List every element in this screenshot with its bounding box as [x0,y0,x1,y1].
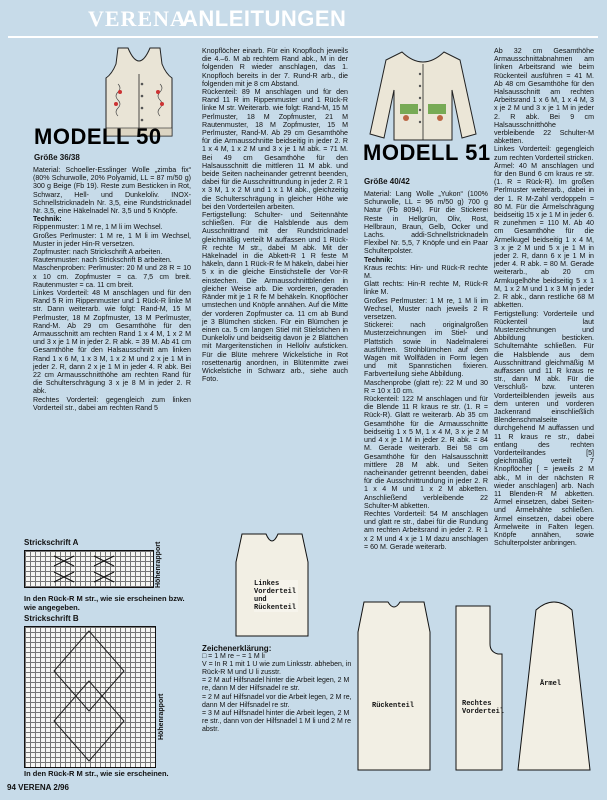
model50-size: Größe 36/38 [34,153,80,162]
legend-item: = 2 M auf Hilfsnadel vor die Arbeit legen, 2 M re, dann M der Hilfsnadel re str. [202,693,352,709]
schematic-sleeve-label: Ärmel [540,680,562,688]
legend-item: V = In R 1 mit 1 U wie zum Linksstr. abheben, in Rück-R M und U li zusstr. [202,661,352,677]
legend-item: = 3 M auf Hilfsnadel hinter die Arbeit legen, 2 M re str., dann von der Hilfsnadel 1 M li und 2 M re abstr. [202,709,352,733]
model51-schematics [340,592,602,782]
chart-b-side-label: Höhenrapport [158,693,165,740]
text-paragraph: Rechtes Vorderteil: 54 M anschlagen und glatt re str., dabei für die Rundung am rechten Arbeitsrand in jeder 2. R 1 x 2 M und 4 x je 1 M dazu anschlagen = 60 M. Gerade weiterarb. [364,509,488,551]
chart-a-cables [24,550,152,586]
text-paragraph: Linkes Vorderteil: gegengleich zum rechten Vorderteil stricken. [494,145,594,162]
schematic-front-label: Rechtes Vorderteil [462,700,505,716]
model50-title: MODELL 50 [34,124,162,149]
text-paragraph: Rautenmuster: nach Strickschrift B arbeiten. [33,256,172,265]
header-rule [8,36,598,38]
page-header [0,0,607,40]
text-paragraph: Glatt rechts: Hin-R rechte M, Rück-R linke M. [364,280,488,297]
text-paragraph: Rückenteil: 122 M anschlagen und für die Blende 11 R kraus re str. (1. R = Rück-R). Glatt re weiterarb. Ab 35 cm Gesamthöhe für die Armausschnitte beidseitig 1 x 5 M, 1 x 4 M, 3 x je 2 M und 4 x je 1 M in jeder 2. R abk. = 84 M. Gerade weiterarb. Bei 58 cm Gesamthöhe für den Halsausschnitt mittlere 28 M abk. und Seiten nacheinander getrennt beenden, dabei für die Ausschnittrundung in jeder 2. R 1 x 4 M und 1 x 2 M abketten. Anschließend verbleibende 22 Schulter-M abketten. [364,395,488,510]
text-paragraph: Maschenproben: Perlmuster: 20 M und 28 R = 10 x 10 cm. Zopfmuster = ca. 7,5 cm breit. Rautenmuster = ca. 11 cm breit. [33,264,191,289]
model51-title: MODELL 51 [363,140,491,165]
text-paragraph: Technik: [364,255,393,264]
text-paragraph: Stickerei: nach originalgroßen Musterzeichnungen im Stiel- und Plattstich sowie in Nadelmalerei ausführen. Strohblümchen auf dem Wagen mit Wollfäden in Form legen und mit Spannstichen fixieren. Farbverteilung siehe Abbildung. [364,321,488,379]
model51-size: Größe 40/42 [364,177,410,186]
schematic-label: Linkes Vorderteil und Rückenteil [254,580,297,612]
model50-column2 [202,47,348,383]
section-title: ANLEITUNGEN [182,6,347,31]
text-paragraph: Ärmel: 40 M anschlagen und für den Bund 6 cm kraus re str. (1. R = Rück-R). Im großen Perlmuster weiterarb., dabei in der 1. R M-Zahl verdoppeln = 80 M. Für die Ärmelschrägung beidseitig 15 x je 1 M in jeder 6. R zunehmen = 110 M. Ab 40 cm Gesamthöhe für die Ärmelkugel beidseitig 1 x 4 M, 3 x je 2 M und 5 x je 1 M in jeder 2. R, dann 6 x je 1 M in jeder 4. R abk. = 80 M. Gerade weiterarb., ab 20 cm Armkugelhöhe beidseitig 5 x 1 M, 1 x 2 M und 1 x 3 M in jeder 2. R abk., dann restliche 68 M abketten. [494,161,594,310]
text-paragraph: Material: Lang Wolle „Yukon“ (100% Schurwolle, LL = 96 m/50 g) 700 g Natur (Fb 8094). Für die Stickerei Reste in Hellgrün, Oliv, Rost, Hellbraun, Braun, Gelb, Ocker und Lachs. addi-Schnellstricknadeln Flexibel Nr. 5,5, 7 Knöpfe und ein Paar Schulterpolster. [364,190,488,256]
chart-a-side-label: Höhenrapport [155,541,162,588]
legend-title: Zeichenerklärung: [202,644,272,653]
text-paragraph: Fertigstellung: Vorderteile und Rückenteil laut Musterzeichnungen und Abbildung besticken. Schulternähte schließen. Für die Halsblende aus dem Ausschnittrand gleichmäßig M auffassen und 11 R kraus re str., dann M abk. Für die Verschluß- bzw. unteren Vorderteilblenden jeweils aus dem unteren und vorderen Jackenrand einschließlich Blendenschmalseite durchgehend M auffassen und 11 R kraus re str., dabei entlang des rechten Vorderteilrandes [5] gleichmäßig verteilt 7 Knopflöcher [ = jeweils 2 M abk., M in der nächsten R wieder anschlagen] arb. Nach 11 Blenden-R M abketten. Ärmel einsetzen, dabei Seiten- und Ärmelnähte schließen. Ärmel einsetzen, dabei obere Ärmelweite in Falten legen. Knöpfe annähen, sowie Schulterpolster anbringen. [494,309,594,548]
model51-column2 [494,47,594,547]
text-paragraph: Großes Perlmuster: 1 M re, 1 M li im Wechsel, Muster in jeder Hin-R versetzen. [33,231,191,248]
text-paragraph: Technik: [33,215,62,224]
brand-logo: VERENA [88,6,187,31]
legend [202,645,352,734]
chart-b-caption: In den Rück-R M str., wie sie erscheinen. [24,769,169,778]
schematic-back-label: Rückenteil [372,702,415,710]
legend-item: = 2 M auf Hilfsnadel hinter die Arbeit legen, 2 M re, dann M der Hilfsnadel re str. [202,677,350,693]
chart-a-caption: In den Rück-R M str., wie sie erscheinen bzw. wie angegeben. [24,594,185,612]
text-paragraph: Großes Perlmuster: 1 M re, 1 M li im Wechsel, Muster nach jeweils 2 R versetzen. [364,296,488,322]
text-paragraph: Linkes Vorderteil: 48 M anschlagen und für den Rand 5 R im Rippenmuster und 1 Rück-R linke M str. Dann weiterarb. wie folgt: Rand-M, 15 M Perlmuster, 18 M Zopfmuster, 13 M Perlmuster, Rand-M. Ab 29 cm Gesamthöhe für den Armausschnitt am rechten Rand 1 x 4 M, 1 x 2 M und 3 x je 1 M in jeder 2. R abk. = 39 M. Ab 41 cm Gesamthöhe für den Halsausschnitt am linken Rand 1 x 6 M, 1 x 3 M, 1 x 2 M und 2 x je 1 M in jeder 2. R, dann 2 x je 1 M in jeder 4. R abk. Bei 22 cm Armausschnitthöhe am rechten Rand für die Schulterschrägung 3 x je 8 M in jeder 2. R abk. [33,289,191,396]
text-paragraph: Zopfmuster: nach Strickschrift A arbeiten. [33,248,163,257]
model51-column1 [364,190,488,551]
text-paragraph: Rechtes Vorderteil: gegengleich zum linken Vorderteil str., dabei am rechten Rand 5 [33,395,191,412]
jacket-illustration [368,44,478,144]
chart-a-title: Strickschrift A [24,538,79,547]
text-paragraph: Fertigstellung: Schulter- und Seitennähte schließen. Für die Halsblende aus dem Ausschnittrand mit der Rundstricknadel gleichmäßig verteilt M auffassen und 1 Rück-R rechte M str., dabei M abk. Mit der Häkelnadel in die Abkett-R 1 R feste M häkeln, dann 1 Rück-R fe M häkeln, dabei hier 5 x in die gleiche Einstichstelle der Vor-R einstechen. Die Armausschnittblenden in gleicher Weise arb. Die vorderen, geraden Ränder mit je 1 R fe M behäkeln. Knopflöcher umstechen und Knöpfe annähen. Auf die Mitte der vorderen Zopfmuster ca. 11 cm ab Bund je 3 Blümchen sticken. Für ein Blümchen je einen ca. 5 cm langen Stiel mit Stielstichen in Dunkeloliv und beidseitig davon je 2 Blättchen mit Margeritenstichen in Helloliv aufsticken. Für die Blüte mehrere Wickelstiche in Rot rosettenartig anordnen, in Blütenmitte zwei Wickelstiche in Schwarz arb., siehe auch Foto. [202,211,348,384]
schematic-label-box [254,580,298,612]
text-paragraph: Material: Schoeller-Esslinger Wolle „zimba fix“ (80% Schurwolle, 20% Polyamid, LL = 87 m/50 g) 300 g Beige (Fb 19). Reste zum Besticken in Rot, Schwarz, Hell- und Dunkeloliv. INOX-Schnellstricknadeln Nr. 3,5, eine Rundstricknadel Nr. 3,5, eine Häkelnadel Nr. 3,5 und 5 Knöpfe. [33,166,191,216]
model50-column1 [33,166,191,412]
chart-b-title: Strickschrift B [24,614,79,623]
page-footer: 94 VERENA 2/96 [7,783,69,792]
chart-b-pattern [24,626,154,766]
text-paragraph: Rückenteil: 89 M anschlagen und für den Rand 11 R im Rippenmuster und 1 Rück-R linke M str. Weiterarb. wie folgt: Rand-M, 15 M Perlmuster, 18 M Zopfmuster, 21 M Rautenmuster, 18 M Zopfmuster, 15 M Perlmuster, Rand-M. Ab 29 cm Gesamthöhe für die Armausschnitte beidseitig in jeder 2. R 1 x 4 M, 1 x 2 M und 3 x je 1 M abk. = 71 M. Bei 49 cm Gesamthöhe für den Halsausschnitt die mittleren 11 M abk. und beide Seiten nacheinander getrennt beenden, dabei für die Ausschnittrundung in jeder 2. R 1 x 3 M, 1 x 2 M und 1 x 1 M abk., gleichzeitig die Schulterschrägung in gleicher Höhe wie bei den Vorderteilen arbeiten. [202,88,348,211]
legend-item: □ = 1 M re − = 1 M li [202,653,265,661]
text-paragraph: Kraus rechts: Hin- und Rück-R rechte M. [364,263,488,281]
text-paragraph: Knopflöcher einarb. Für ein Knopfloch jeweils die 4.–6. M ab rechtem Rand abk., M in der folgenden R wieder anschlagen, das 1. Knopfloch bereits in der 7. Rund-R arb., die folgenden mit je 8 cm Abstand. [202,47,348,88]
text-paragraph: Maschenprobe (glatt re): 22 M und 30 R = 10 x 10 cm. [364,378,488,395]
text-paragraph: Ab 32 cm Gesamthöhe Armausschnittabnahmen am linken Arbeitsrand wie beim Rückenteil ausführen = 41 M. Ab 48 cm Gesamthöhe für den Halsausschnitt am rechten Arbeitsrand 1 x 6 M, 1 x 4 M, 3 x je 2 M und 3 x je 1 M in jeder 2. R abk. Bei 9 cm Halsausschnitthöhe verbleibende 22 Schulter-M abketten. [494,47,594,146]
text-paragraph: Rippenmuster: 1 M re, 1 M li im Wechsel. [33,223,163,232]
